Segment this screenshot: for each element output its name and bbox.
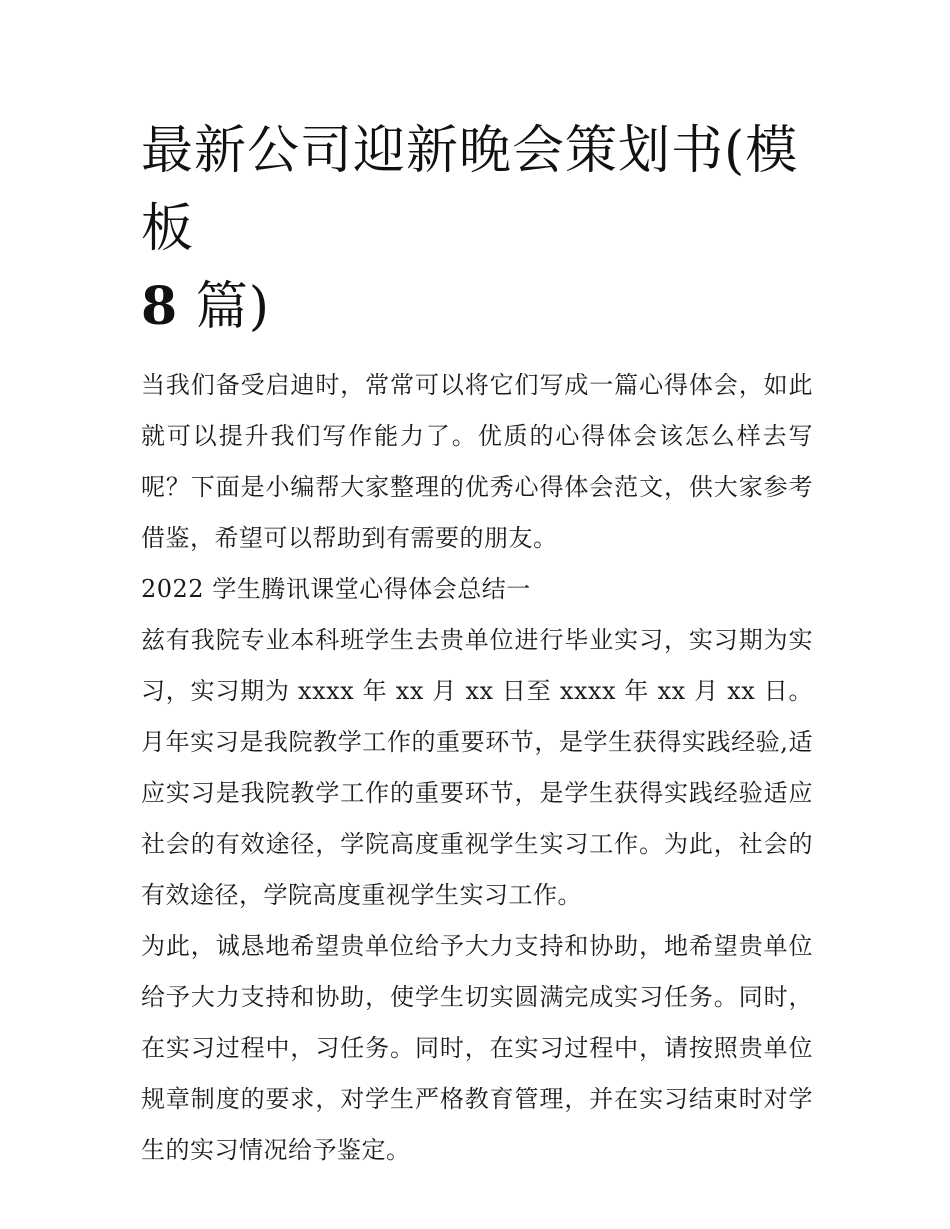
body-paragraph-2: 为此，诚恳地希望贵单位给予大力支持和协助，地希望贵单位给予大力支持和协助，使学生切实圆满完成实习任务。同时，在实习过程中，习任务。同时，在实习过程中，请按照贵单位规章制度的要求，对学生严格教育管理，并在实习结束时对学生的实习情况给予鉴定。 (141, 932, 813, 1164)
document-title (141, 112, 813, 346)
section-heading: 2022 学生腾讯课堂心得体会总结一 (141, 575, 531, 603)
title-line-2: 篇) (178, 277, 271, 337)
body-paragraph-1: 兹有我院专业本科班学生去贵单位进行毕业实习，实习期为实习，实习期为 xxxx 年 xx 月 xx 日至 xxxx 年 xx 月 xx 日。月年实习是我院教学工作的重要环节，是学生获得实践经验,适应实习是我院教学工作的重要环节，是学生获得实践经验适应社会的有效途径，学院高度重视学生实习工作。为此，社会的有效途径，学院高度重视学生实习工作。 (141, 626, 813, 909)
title-line-1: 最新公司迎新晚会策划书(模板 (141, 121, 799, 259)
document-content (141, 112, 813, 1176)
intro-paragraph: 当我们备受启迪时，常常可以将它们写成一篇心得体会，如此就可以提升我们写作能力了。优质的心得体会该怎么样去写呢？下面是小编帮大家整理的优秀心得体会范文，供大家参考借鉴，希望可以帮助到有需要的朋友。 (141, 371, 813, 552)
title-number: 8 (141, 276, 179, 337)
